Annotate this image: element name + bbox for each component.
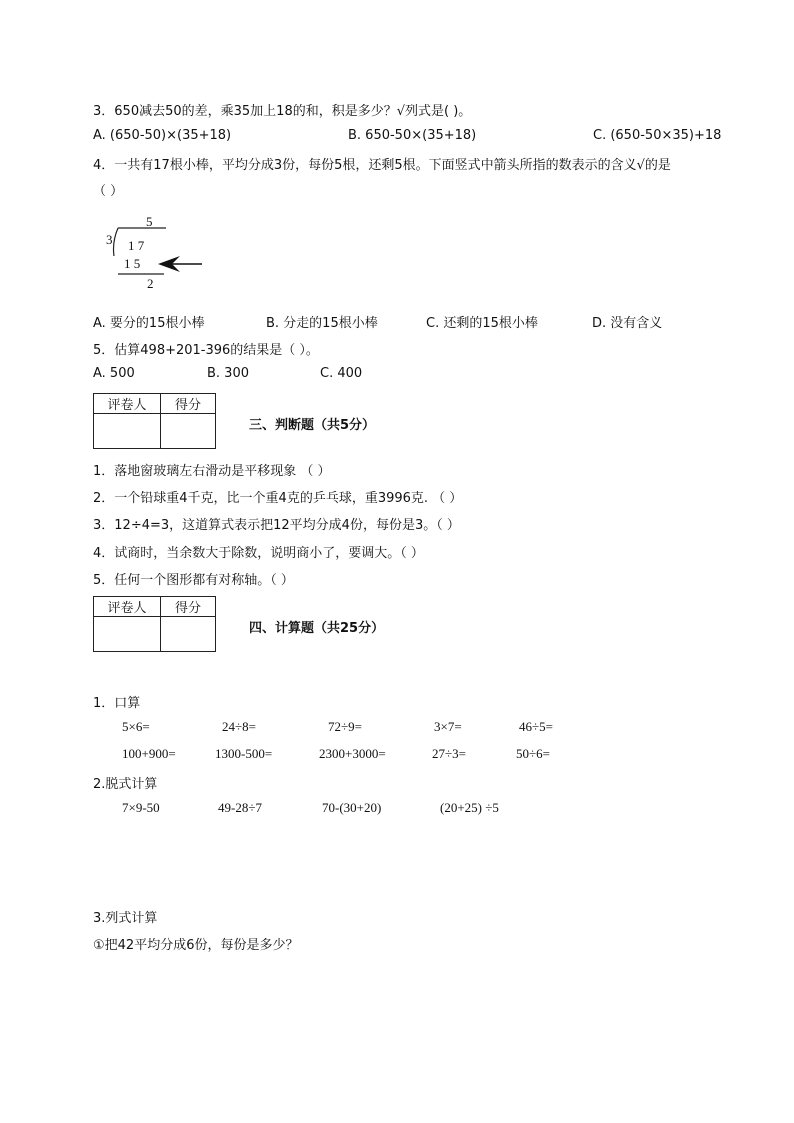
step-calc-item: (20+25) ÷5 [440, 800, 499, 815]
step-calc-item: 70-(30+20) [322, 800, 382, 815]
score-table-section3 [93, 393, 216, 449]
arrow-left-icon [158, 256, 202, 272]
judge-item-2: 2．一个铅球重4千克，比一个重4克的乒乓球，重3996克. （ ） [93, 491, 463, 506]
division-product: 1 5 [124, 256, 141, 271]
q5-option-c: C. 400 [320, 366, 363, 381]
oral-row2-item: 50÷6= [516, 746, 550, 761]
division-divisor: 3 [106, 232, 113, 247]
grader-header: 评卷人 [94, 394, 161, 414]
score-cell [161, 414, 216, 449]
step-calc-item: 7×9-50 [122, 800, 160, 815]
q3-stem: 3．650减去50的差，乘35加上18的和，积是多少？√列式是( )。 [93, 104, 472, 119]
q5-option-a: A. 500 [93, 366, 135, 381]
judge-item-5: 5．任何一个图形都有对称轴。（ ） [93, 573, 294, 588]
q5-stem: 5．估算498+201-396的结果是（ ）。 [93, 343, 319, 358]
oral-row2-item: 1300-500= [215, 746, 273, 761]
oral-row1-item: 72÷9= [328, 719, 362, 734]
q4-option-c: C. 还剩的15根小棒 [426, 316, 538, 331]
oral-row1-item: 24÷8= [222, 719, 256, 734]
q4-stem: 4．一共有17根小棒，平均分成3份，每份5根，还剩5根。下面竖式中箭头所指的数表示的含义√的是 [93, 158, 671, 173]
division-quotient: 5 [146, 214, 153, 229]
step-calc-title: 2.脱式计算 [93, 777, 158, 792]
section3-title: 三、判断题（共5分） [249, 418, 376, 433]
oral-row1-item: 5×6= [122, 719, 150, 734]
judge-item-4: 4．试商时，当余数大于除数，说明商小了，要调大。（ ） [93, 546, 424, 561]
oral-row1-item: 46÷5= [519, 719, 553, 734]
division-remainder: 2 [147, 276, 154, 291]
score-cell [161, 617, 216, 652]
grader-cell [94, 414, 161, 449]
score-header: 得分 [161, 394, 216, 414]
q3-option-a: A. (650-50)×(35+18) [93, 128, 232, 143]
score-header: 得分 [161, 597, 216, 617]
section4-title: 四、计算题（共25分） [249, 621, 385, 636]
step-calc-item: 49-28÷7 [218, 800, 262, 815]
oral-row1-item: 3×7= [434, 719, 462, 734]
list-calc-question-1: ①把42平均分成6份，每份是多少？ [93, 938, 299, 953]
q5-option-b: B. 300 [207, 366, 249, 381]
grader-cell [94, 617, 161, 652]
oral-calc-title: 1．口算 [93, 696, 141, 711]
judge-item-1: 1．落地窗玻璃左右滑动是平移现象 （ ） [93, 464, 331, 479]
q3-option-b: B. 650-50×(35+18) [348, 128, 477, 143]
grader-header: 评卷人 [94, 597, 161, 617]
judge-item-3: 3．12÷4=3，这道算式表示把12平均分成4份，每份是3。（ ） [93, 518, 460, 533]
q3-option-c: C. (650-50×35)+18 [593, 128, 722, 143]
score-table-section4 [93, 596, 216, 652]
q4-option-a: A. 要分的15根小棒 [93, 316, 205, 331]
division-dividend: 1 7 [128, 238, 145, 253]
oral-row2-item: 27÷3= [432, 746, 466, 761]
oral-row2-item: 100+900= [122, 746, 176, 761]
list-calc-title: 3.列式计算 [93, 911, 158, 926]
q4-option-d: D. 没有含义 [592, 316, 663, 331]
q4-answer-paren: （ ） [93, 184, 124, 199]
long-division-figure [100, 212, 210, 292]
long-division-lines [100, 212, 210, 292]
oral-row2-item: 2300+3000= [319, 746, 386, 761]
q4-option-b: B. 分走的15根小棒 [266, 316, 378, 331]
